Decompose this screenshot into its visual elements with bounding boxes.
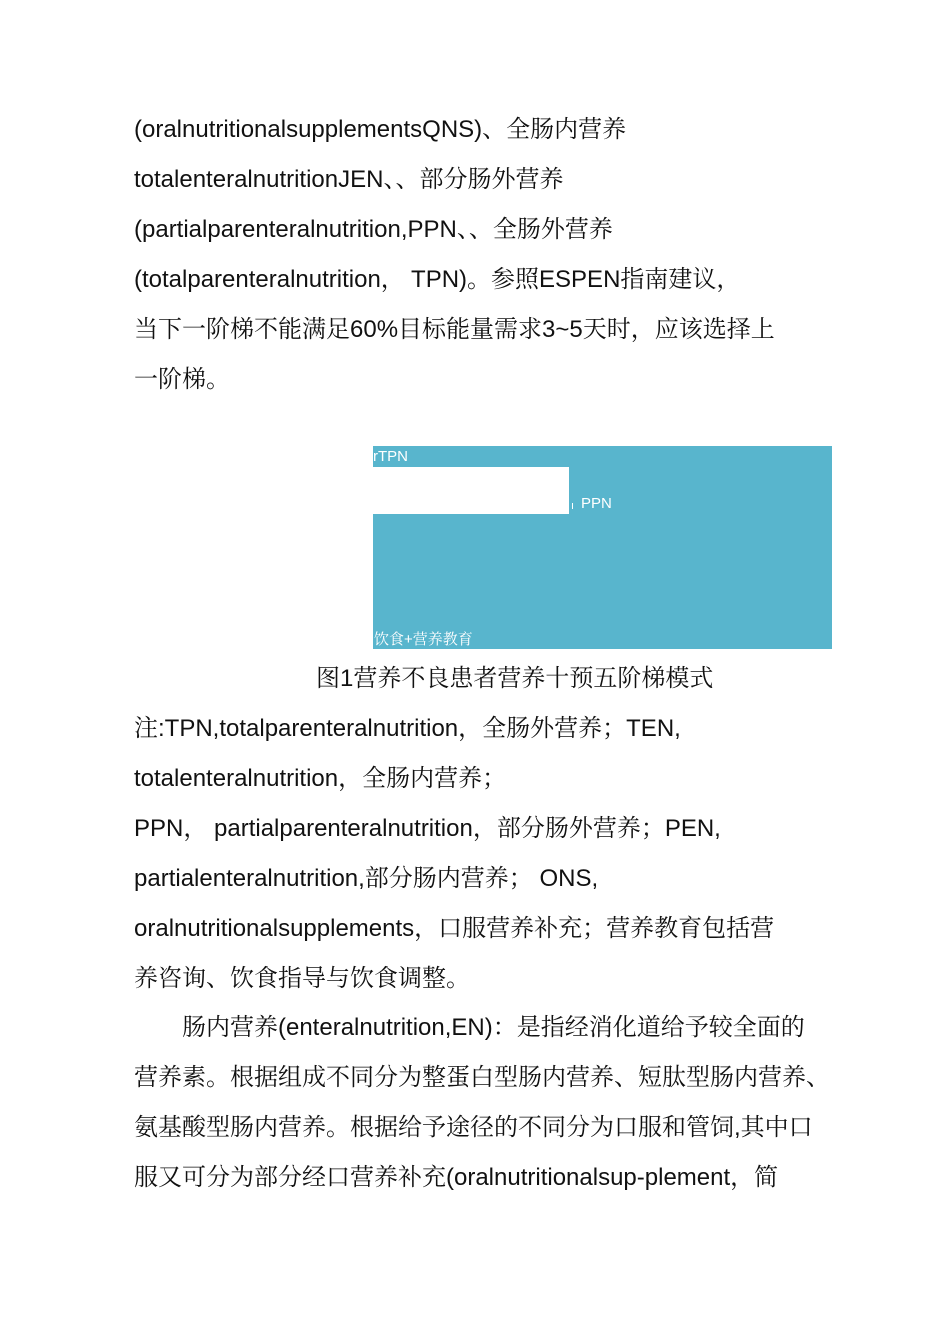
text-line: 一阶梯。 bbox=[134, 366, 230, 393]
text-line: 氨基酸型肠内营养。根据给予途径的不同分为口服和管饲,其中口 bbox=[134, 1114, 813, 1141]
text-line: totalenteralnutritionJEN、、部分肠外营养 bbox=[134, 166, 564, 193]
text-line: 营养素。根据组成不同分为整蛋白型肠内营养、短肽型肠内营养、 bbox=[134, 1064, 830, 1091]
text-line: (totalparenteralnutrition， TPN)。参照ESPEN指南建议， bbox=[134, 266, 741, 293]
text-line: 当下一阶梯不能满足60%目标能量需求3~5天时，应该选择上 bbox=[134, 316, 775, 343]
note-line: 养咨询、饮食指导与饮食调整。 bbox=[134, 965, 470, 992]
note-line: oralnutritionalsupplements，口服营养补充；营养教育包括营 bbox=[134, 915, 775, 942]
figure-tick-mark bbox=[572, 503, 573, 509]
ladder-step-block bbox=[373, 467, 569, 514]
text-line: 肠内营养(enteralnutrition,EN)：是指经消化道给予较全面的 bbox=[134, 1014, 805, 1041]
figure-label-diet: 饮食+营养教育 bbox=[374, 631, 473, 648]
five-step-ladder-figure bbox=[373, 446, 832, 649]
figure-label-tpn: rTPN bbox=[373, 448, 408, 465]
note-line: partialenteralnutrition,部分肠内营养； ONS, bbox=[134, 865, 599, 892]
text-line: 服又可分为部分经口营养补充(oralnutritionalsup-plement，简 bbox=[134, 1164, 779, 1191]
figure-label-ppn: PPN bbox=[581, 495, 612, 512]
text-line: (partialparenteralnutrition,PPN、、全肠外营养 bbox=[134, 216, 613, 243]
note-line: PPN， partialparenteralnutrition，部分肠外营养；PEN, bbox=[134, 815, 721, 842]
note-line: totalenteralnutrition，全肠内营养； bbox=[134, 765, 507, 792]
text-line: (oralnutritionalsupplementsQNS)、全肠内营养 bbox=[134, 116, 627, 143]
note-line: 注:TPN,totalparenteralnutrition，全肠外营养；TEN, bbox=[134, 715, 681, 742]
figure-caption: 图1营养不良患者营养十预五阶梯模式 bbox=[316, 665, 714, 692]
